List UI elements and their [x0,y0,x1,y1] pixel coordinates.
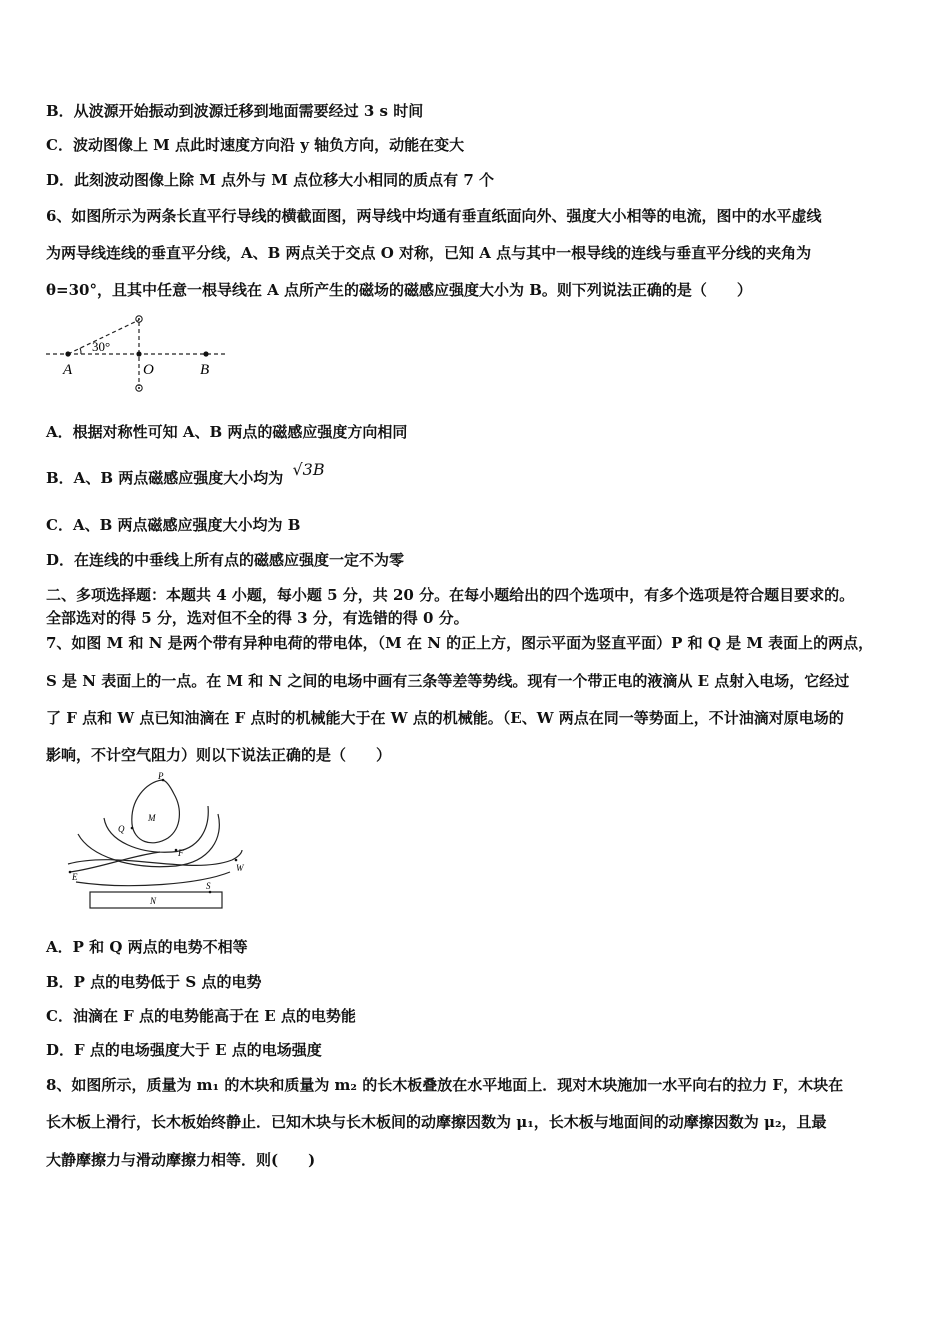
label-f: F [178,848,184,858]
q5-option-d: D．此刻波动图像上除 M 点外与 M 点位移大小相同的质点有 7 个 [46,171,494,189]
label-w: W [236,863,244,873]
q7-stem-line-4: 影响，不计空气阻力）则以下说法正确的是（ ） [46,746,392,764]
q8-stem-line-2: 长木板上滑行，长木板始终静止．已知木块与长木板间的动摩擦因数为 μ₁，长木板与地面间的动摩擦因数为 μ₂，且最 [46,1113,827,1131]
label-m: M [148,813,156,823]
q5-option-b: B．从波源开始振动到波源迁移到地面需要经过 3 s 时间 [46,102,424,120]
label-b: B [200,362,210,378]
q6-stem-line-3: θ=30°，且其中任意一根导线在 A 点所产生的磁场的磁感应强度大小为 B。则下列说法正确的是（ ） [46,281,752,299]
q7-equipotential-figure [60,772,260,914]
q6-option-b-text: B．A、B 两点磁感应强度大小均为 [46,469,284,487]
label-p: P [158,772,164,781]
section2-instructions-line-2: 全部选对的得 5 分，选对但不全的得 3 分，有选错的得 0 分。 [46,609,469,627]
label-e: E [72,872,78,882]
label-n: N [150,896,157,906]
sqrt3-b-formula: √3B [292,460,325,479]
q6-option-c: C．A、B 两点磁感应强度大小均为 B [46,516,301,534]
label-o: O [143,362,154,378]
q7-stem-line-3: 了 F 点和 W 点已知油滴在 F 点时的机械能大于在 W 点的机械能。（E、W 两点在同一等势面上，不计油滴对原电场的 [46,709,844,727]
q7-stem-line-1: 7、如图 M 和 N 是两个带有异种电荷的带电体，（M 在 N 的正上方，图示平面为竖直平面）P 和 Q 是 M 表面上的两点， [46,634,874,652]
charged-body-m [132,780,180,843]
angle-label: 30° [92,339,111,354]
label-s: S [206,881,211,891]
q8-stem-line-3: 大静摩擦力与滑动摩擦力相等．则( ) [46,1151,316,1169]
label-a: A [63,362,73,378]
q6-stem-line-2: 为两导线连线的垂直平分线，A、B 两点关于交点 O 对称，已知 A 点与其中一根导线的连线与垂直平分线的夹角为 [46,244,812,262]
q7-option-d: D．F 点的电场强度大于 E 点的电场强度 [46,1041,322,1059]
point-a-dot [65,351,70,356]
q8-stem-line-1: 8、如图所示，质量为 m₁ 的木块和质量为 m₂ 的长木板叠放在水平地面上．现对木块施加一水平向右的拉力 F，木块在 [46,1076,844,1094]
point-o-dot [136,351,141,356]
q6-option-b [46,460,325,488]
point-b-dot [203,351,208,356]
q5-option-c: C．波动图像上 M 点此时速度方向沿 y 轴负方向，动能在变大 [46,136,465,154]
q6-stem-line-1: 6、如图所示为两条长直平行导线的横截面图，两导线中均通有垂直纸面向外、强度大小相等的电流，图中的水平虚线 [46,207,822,225]
q7-stem-line-2: S 是 N 表面上的一点。在 M 和 N 之间的电场中画有三条等差等势线。现有一个带正电的液滴从 E 点射入电场，它经过 [46,672,850,690]
q6-option-a: A．根据对称性可知 A、B 两点的磁感应强度方向相同 [46,423,408,441]
section2-instructions-line-1: 二、多项选择题：本题共 4 小题，每小题 5 分，共 20 分。在每小题给出的四个选项中，有多个选项是符合题目要求的。 [46,586,855,604]
label-q: Q [118,824,125,834]
q7-option-b: B．P 点的电势低于 S 点的电势 [46,973,262,991]
q6-option-d: D．在连线的中垂线上所有点的磁感应强度一定不为零 [46,551,405,569]
q6-wire-figure [40,308,240,398]
q7-option-c: C．油滴在 F 点的电势能高于在 E 点的电势能 [46,1007,356,1025]
q7-option-a: A．P 和 Q 两点的电势不相等 [46,938,248,956]
